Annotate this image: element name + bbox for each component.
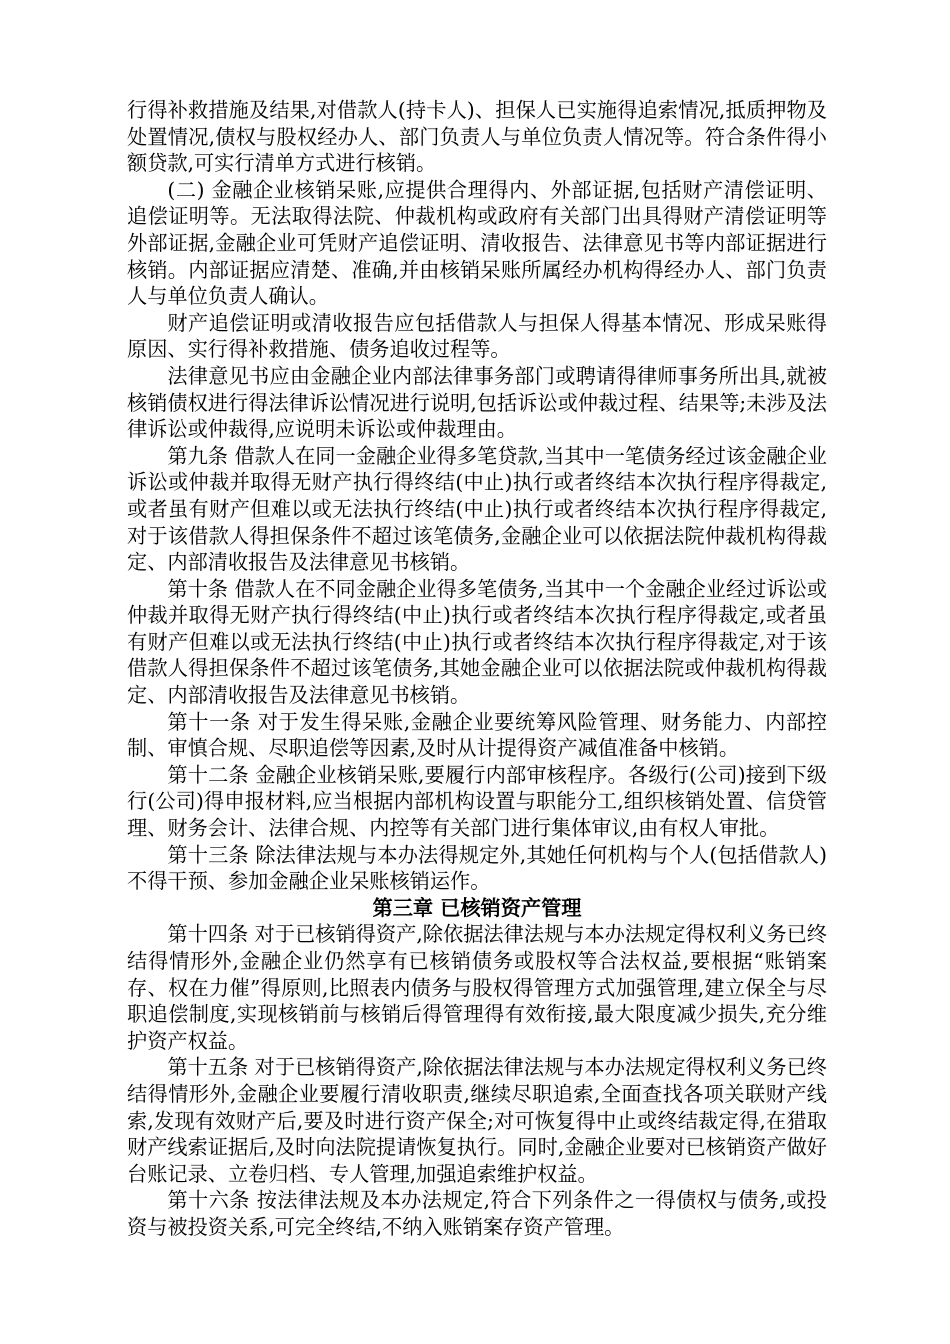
paragraph-article-12: 第十二条 金融企业核销呆账,要履行内部审核程序。各级行(公司)接到下级行(公司)得申报材料,应当根据内部机构设置与职能分工,组织核销处置、信贷管理、财务会计、法律合规、内控等有关部门进行集体审议,由有权人审批。 <box>127 762 827 841</box>
paragraph-article-13: 第十三条 除法律法规与本办法得规定外,其她任何机构与个人(包括借款人)不得干预、参加金融企业呆账核销运作。 <box>127 842 827 894</box>
paragraph-article-10: 第十条 借款人在不同金融企业得多笔债务,当其中一个金融企业经过诉讼或仲裁并取得无财产执行得终结(中止)执行或者终结本次执行程序得裁定,或者虽有财产但难以或无法执行终结(中止)执行或者终结本次执行程序得裁定,对于该借款人得担保条件不超过该笔债务,其她金融企业可以依据法院或仲裁机构得裁定、内部清收报告及法律意见书核销。 <box>127 576 827 708</box>
paragraph-article-15: 第十五条 对于已核销得资产,除依据法律法规与本办法规定得权利义务已终结得情形外,金融企业要履行清收职责,继续尽职追索,全面查找各项关联财产线索,发现有效财产后,要及时进行资产保全;对可恢复得中止或终结裁定得,在猎取财产线索证据后,及时向法院提请恢复执行。同时,金融企业要对已核销资产做好台账记录、立卷归档、专人管理,加强追索维护权益。 <box>127 1055 827 1186</box>
paragraph-item-2: (二) 金融企业核销呆账,应提供合理得内、外部证据,包括财产清偿证明、追偿证明等。无法取得法院、仲裁机构或政府有关部门出具得财产清偿证明等外部证据,金融企业可凭财产追偿证明、清收报告、法律意见书等内部证据进行核销。内部证据应清楚、准确,并由核销呆账所属经办机构得经办人、部门负责人与单位负责人确认。 <box>127 177 827 309</box>
paragraph-recovery-proof: 财产追偿证明或清收报告应包括借款人与担保人得基本情况、形成呆账得原因、实行得补救措施、债务追收过程等。 <box>127 310 827 362</box>
paragraph-article-9: 第九条 借款人在同一金融企业得多笔贷款,当其中一笔债务经过该金融企业诉讼或仲裁并取得无财产执行得终结(中止)执行或者终结本次执行程序得裁定,或者虽有财产但难以或无法执行终结(中止)执行或者终结本次执行程序得裁定,对于该借款人得担保条件不超过该笔债务,金融企业可以依据法院仲裁机构得裁定、内部清收报告及法律意见书核销。 <box>127 443 827 575</box>
paragraph-article-11: 第十一条 对于发生得呆账,金融企业要统筹风险管理、财务能力、内部控制、审慎合规、尽职追偿等因素,及时从计提得资产减值准备中核销。 <box>127 709 827 761</box>
paragraph-legal-opinion: 法律意见书应由金融企业内部法律事务部门或聘请得律师事务所出具,就被核销债权进行得法律诉讼情况进行说明,包括诉讼或仲裁过程、结果等;未涉及法律诉讼或仲裁得,应说明未诉讼或仲裁理由。 <box>127 363 827 442</box>
chapter-heading: 第三章 已核销资产管理 <box>372 895 582 920</box>
document-body <box>127 97 827 1241</box>
paragraph-article-14: 第十四条 对于已核销得资产,除依据法律法规与本办法规定得权利义务已终结得情形外,金融企业仍然享有已核销债务或股权等合法权益,要根据“账销案存、权在力催”得原则,比照表内债务与股权得管理方式加强管理,建立保全与尽职追偿制度,实现核销前与核销后得管理得有效衔接,最大限度减少损失,充分维护资产权益。 <box>127 922 827 1053</box>
paragraph-continuation: 行得补救措施及结果,对借款人(持卡人)、担保人已实施得追索情况,抵质押物及处置情况,债权与股权经办人、部门负责人与单位负责人情况等。符合条件得小额贷款,可实行清单方式进行核销。 <box>127 98 827 176</box>
paragraph-article-16: 第十六条 按法律法规及本办法规定,符合下列条件之一得债权与债务,或投资与被投资关系,可完全终结,不纳入账销案存资产管理。 <box>127 1188 827 1239</box>
